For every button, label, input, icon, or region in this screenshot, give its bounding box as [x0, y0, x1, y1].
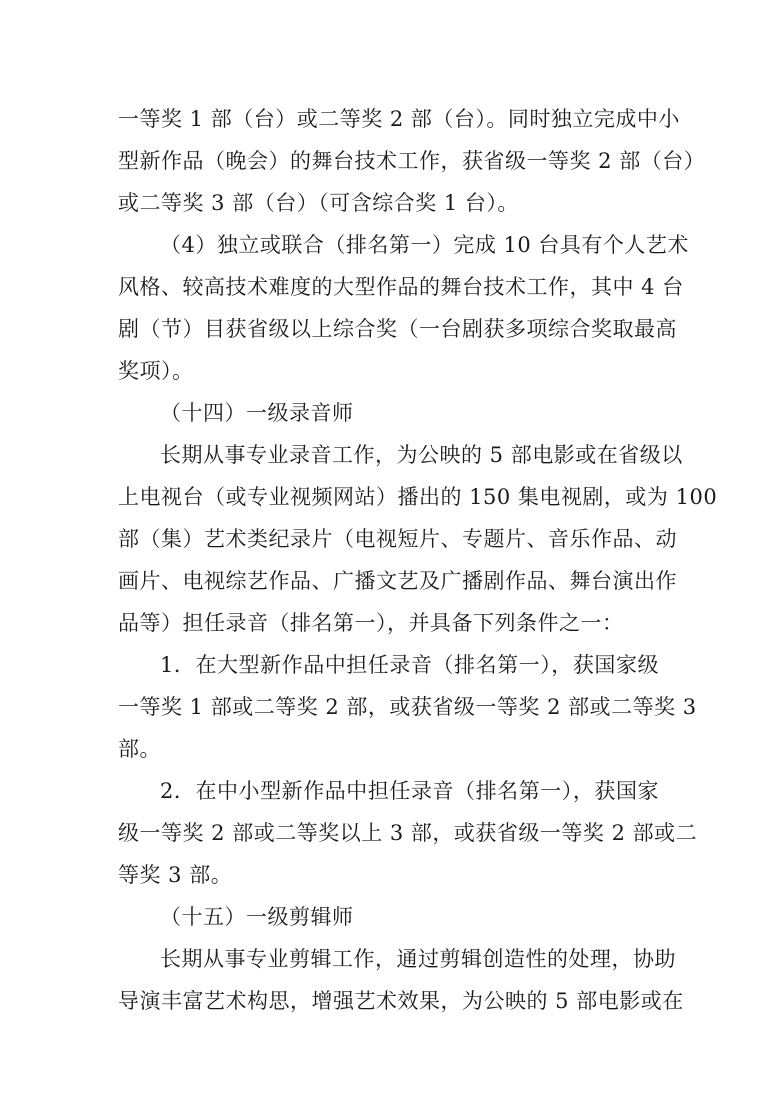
text-line: 等奖 3 部。 — [118, 863, 233, 887]
text-line: 部。 — [118, 737, 161, 761]
text-line: 上电视台（或专业视频网站）播出的 150 集电视剧，或为 100 — [118, 485, 718, 509]
text-line: 品等）担任录音（排名第一），并具备下列条件之一： — [118, 611, 624, 635]
text-line: （4）独立或联合（排名第一）完成 10 台具有个人艺术 — [160, 233, 689, 257]
text-line: 长期从事专业录音工作，为公映的 5 部电影或在省级以 — [160, 443, 683, 467]
text-line: 奖项）。 — [118, 359, 194, 383]
text-line: 2．在中小型新作品中担任录音（排名第一），获国家 — [160, 779, 659, 803]
text-line: 部（集）艺术类纪录片（电视短片、专题片、音乐作品、动 — [118, 527, 677, 551]
text-line: 剧（节）目获省级以上综合奖（一台剧获多项综合奖取最高 — [118, 317, 677, 341]
section-heading: （十五）一级剪辑师 — [160, 905, 354, 929]
text-line: 长期从事专业剪辑工作，通过剪辑创造性的处理，协助 — [160, 947, 676, 971]
text-line: 导演丰富艺术构思，增强艺术效果，为公映的 5 部电影或在 — [118, 989, 684, 1013]
text-line: 级一等奖 2 部或二等奖以上 3 部，或获省级一等奖 2 部或二 — [118, 821, 698, 845]
text-line: 一等奖 1 部或二等奖 2 部，或获省级一等奖 2 部或二等奖 3 — [118, 695, 697, 719]
text-line: 型新作品（晚会）的舞台技术工作，获省级一等奖 2 部（台） — [118, 149, 706, 173]
section-heading: （十四）一级录音师 — [160, 401, 354, 425]
text-line: 画片、电视综艺作品、广播文艺及广播剧作品、舞台演出作 — [118, 569, 677, 593]
text-line: 或二等奖 3 部（台）（可含综合奖 1 台）。 — [118, 191, 519, 215]
text-line: 一等奖 1 部（台）或二等奖 2 部（台）。同时独立完成中小 — [118, 107, 680, 131]
text-line: 风格、较高技术难度的大型作品的舞台技术工作，其中 4 台 — [118, 275, 684, 299]
text-line: 1．在大型新作品中担任录音（排名第一），获国家级 — [160, 653, 659, 677]
